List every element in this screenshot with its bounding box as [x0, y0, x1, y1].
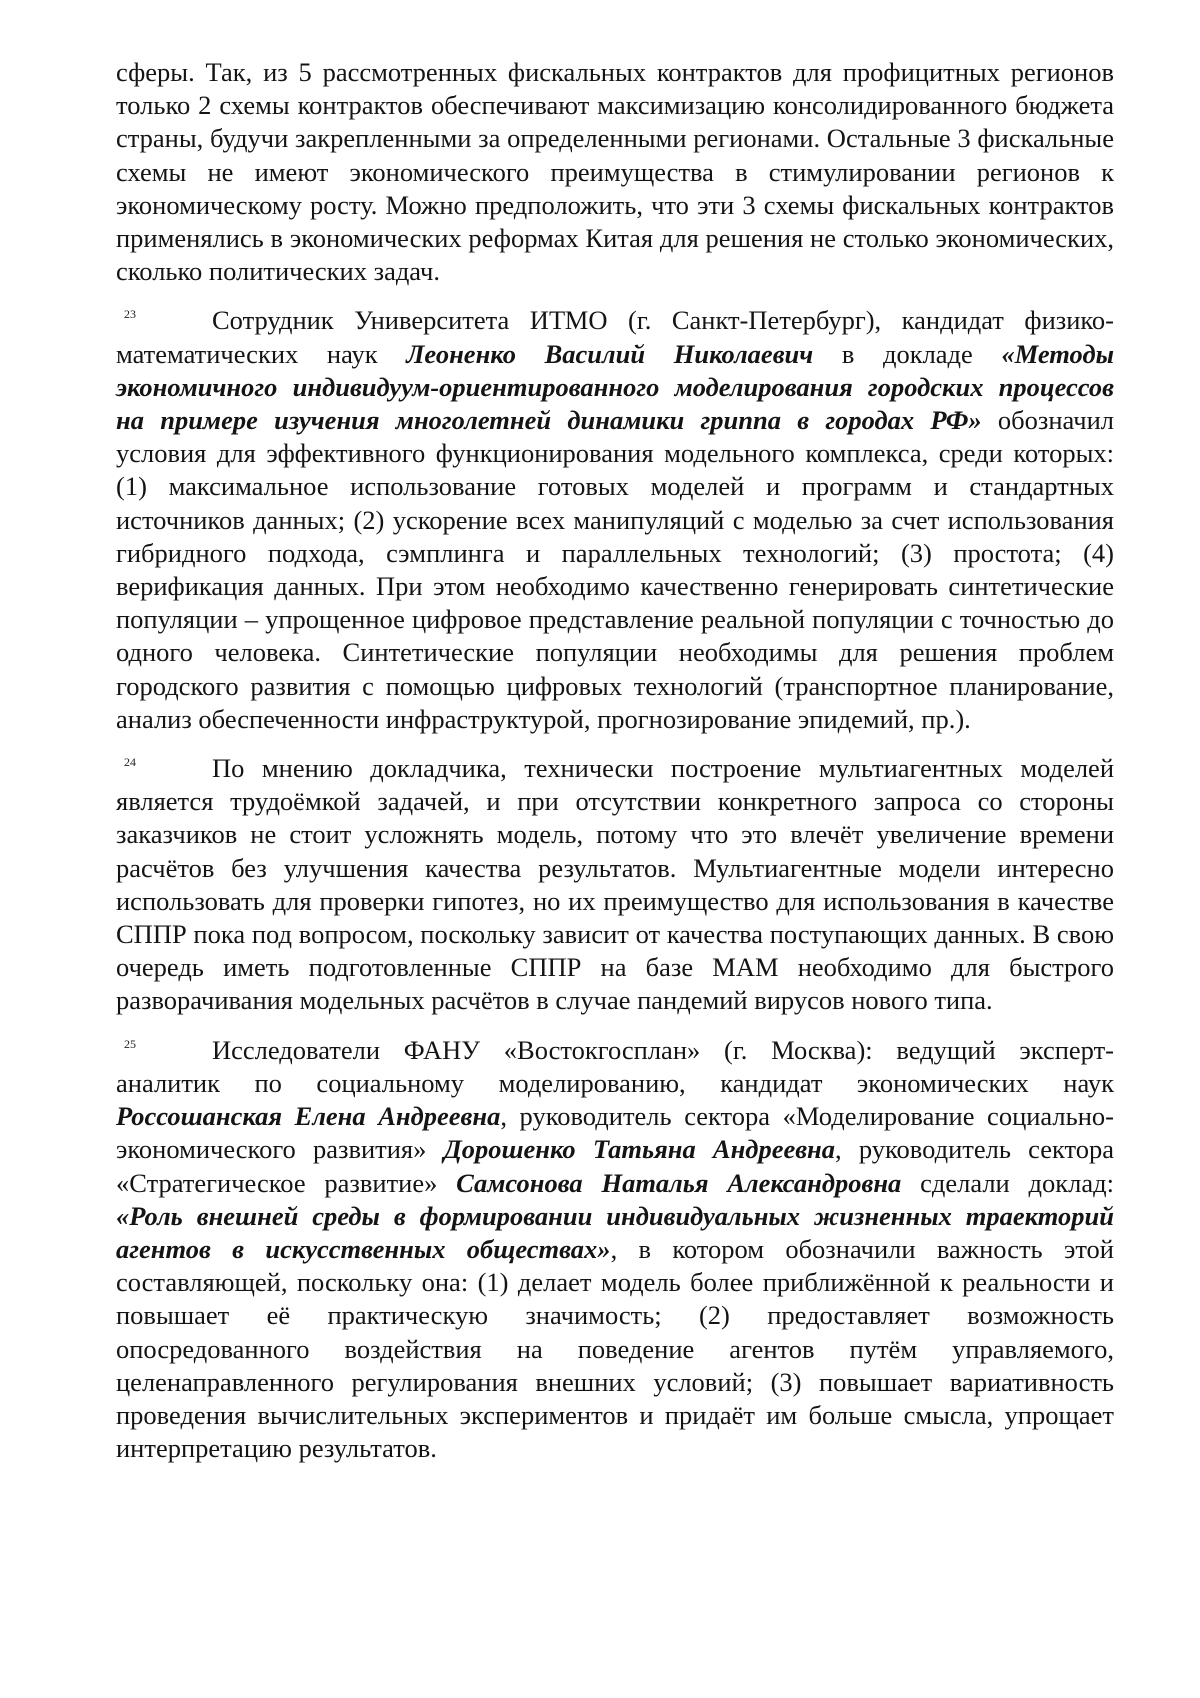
- speaker-name: Самсонова Наталья Александровна: [456, 1167, 902, 1198]
- paragraph-continuation: [116, 56, 1114, 288]
- paragraph-text: сделали доклад:: [901, 1167, 1114, 1198]
- speaker-name: Леоненко Василий Николаевич: [406, 338, 814, 369]
- paragraph-text: Исследователи ФАНУ «Востокгосплан» (г. Москва): ведущий эксперт-аналитик по социальному моделированию, кандидат экономических наук: [116, 1034, 1114, 1098]
- paragraph-text: сферы. Так, из 5 рассмотренных фискальных контрактов для профицитных регионов только 2 схемы контрактов обеспечивают максимизацию консолидированного бюджета страны, будучи закрепленными за определенными регионами. Остальные 3 фискальные схемы не имеют экономического преимущества в стимулировании регионов к экономическому росту. Можно предположить, что эти 3 схемы фискальных контрактов применялись в экономических реформах Китая для решения не столько экономических, сколько политических задач.: [116, 57, 1114, 287]
- speaker-name: Дорошенко Татьяна Андреевна: [443, 1134, 836, 1165]
- report-title: «Методы экономичного индивидуум-ориентированного моделирования городских процессов на примере изучения многолетней динамики гриппа в городах РФ»: [116, 338, 1114, 436]
- paragraph-text: , руководитель сектора «Моделирование социально-экономического развития»: [116, 1101, 1114, 1165]
- paragraph-text: Сотрудник Университета ИТМО (г. Санкт-Петербург), кандидат физико-математических наук: [116, 305, 1114, 369]
- paragraph-23: [116, 304, 1114, 736]
- paragraph-text: в докладе: [813, 338, 1002, 369]
- report-title: «Роль внешней среды в формировании индивидуальных жизненных траекторий агентов в искусственных обществах»: [116, 1200, 1114, 1264]
- document-page: [116, 56, 1114, 1481]
- paragraph-text: обозначил условия для эффективного функционирования модельного комплекса, среди которых: (1) максимальное использование готовых моделей и программ и стандартных источников данных; (2) ускорение всех манипуляций с моделью за счет использования гибридного подхода, сэмплинга и параллельных технологий; (3) простота; (4) верификация данных. При этом необходимо качественно генерировать синтетические популяции – упрощенное цифровое представление реальной популяции с точностью до одного человека. Синтетические популяции необходимы для решения проблем городского развития с помощью цифровых технологий (транспортное планирование, анализ обеспеченности инфраструктурой, прогнозирование эпидемий, пр.).: [116, 405, 1114, 734]
- paragraph-text: По мнению докладчика, технически построение мультиагентных моделей является трудоёмкой задачей, и при отсутствии конкретного запроса со стороны заказчиков не стоит усложнять модель, потому что это влечёт увеличение времени расчётов без улучшения качества результатов. Мультиагентные модели интересно использовать для проверки гипотез, но их преимущество для использования в качестве СППР пока под вопросом, поскольку зависит от качества поступающих данных. В свою очередь иметь подготовленные СППР на базе МАМ необходимо для быстрого разворачивания модельных расчётов в случае пандемий вирусов нового типа.: [116, 753, 1114, 1016]
- paragraph-text: , в котором обозначили важность этой составляющей, поскольку она: (1) делает модель более приближённой к реальности и повышает её практическую значимость; (2) предоставляет возможность опосредованного воздействия на поведение агентов путём управляемого, целенаправленного регулирования внешних условий; (3) повышает вариативность проведения вычислительных экспериментов и придаёт им больше смысла, упрощает интерпретацию результатов.: [116, 1233, 1114, 1464]
- paragraph-number: 24: [124, 755, 136, 770]
- paragraph-24: [116, 752, 1114, 1018]
- paragraph-number: 23: [124, 307, 136, 322]
- paragraph-number: 25: [124, 1036, 136, 1051]
- speaker-name: Россошанская Елена Андреевна: [116, 1101, 501, 1132]
- paragraph-text: , руководитель сектора «Стратегическое развитие»: [116, 1134, 1115, 1198]
- paragraph-25: [116, 1034, 1114, 1466]
